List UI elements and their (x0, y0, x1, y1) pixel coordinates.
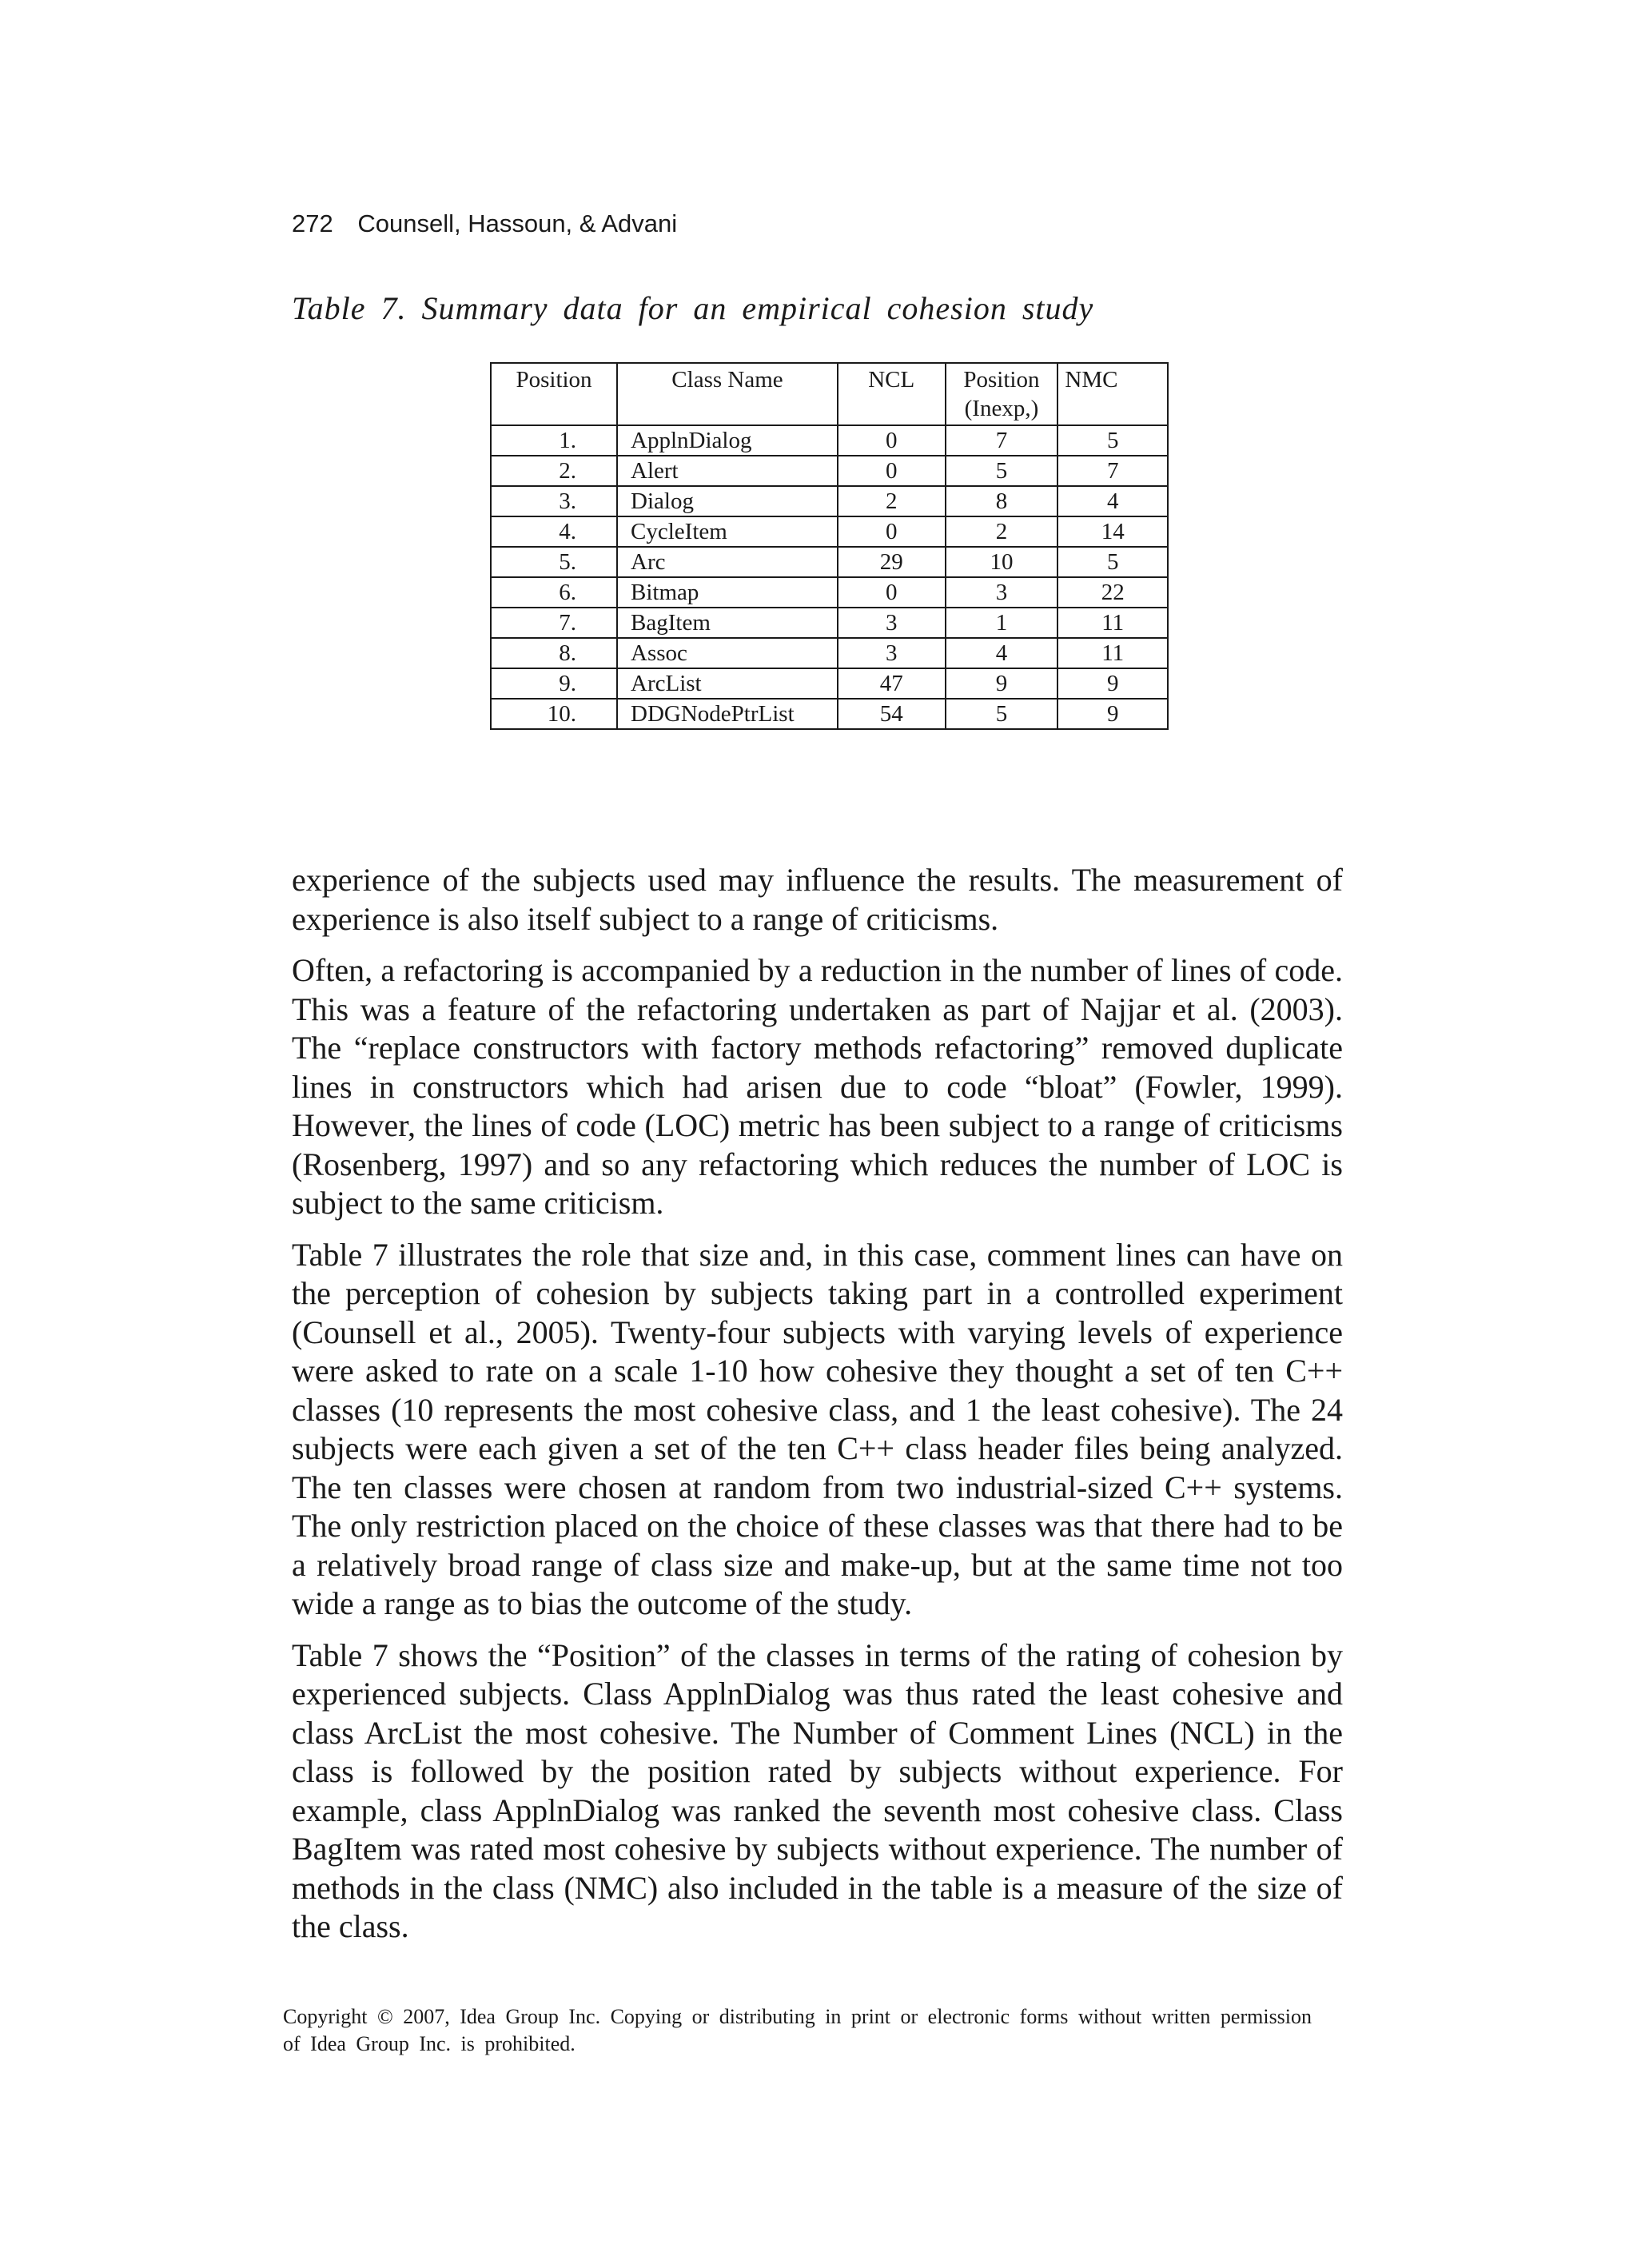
table-row (491, 577, 1168, 608)
cell-ncl: 3 (838, 638, 946, 668)
cell-nmc: 5 (1057, 547, 1168, 577)
cell-nmc: 22 (1057, 577, 1168, 608)
table-header-row (491, 363, 1168, 425)
cell-position-inexp: 1 (946, 608, 1058, 638)
cell-class-name: ArcList (617, 668, 838, 699)
table-row (491, 638, 1168, 668)
cell-position: 4. (491, 516, 617, 547)
table-caption: Table 7. Summary data for an empirical cohesion study (292, 290, 1094, 326)
cell-position-inexp: 5 (946, 456, 1058, 486)
cell-position: 3. (491, 486, 617, 516)
page-number: 272 (292, 209, 333, 237)
column-header-nmc: NMC (1057, 363, 1168, 425)
cell-position: 6. (491, 577, 617, 608)
cell-class-name: Dialog (617, 486, 838, 516)
body-text (292, 861, 1343, 1959)
paragraph: experience of the subjects used may influence the results. The measurement of experience is also itself subject to a range of criticisms. (292, 862, 1343, 937)
cell-position: 1. (491, 425, 617, 456)
cell-position-inexp: 10 (946, 547, 1058, 577)
cell-ncl: 2 (838, 486, 946, 516)
cell-class-name: Bitmap (617, 577, 838, 608)
cell-ncl: 47 (838, 668, 946, 699)
cell-ncl: 0 (838, 516, 946, 547)
cell-nmc: 11 (1057, 638, 1168, 668)
cell-ncl: 0 (838, 456, 946, 486)
cell-ncl: 29 (838, 547, 946, 577)
table-row (491, 668, 1168, 699)
cell-class-name: DDGNodePtrList (617, 699, 838, 729)
cell-class-name: Alert (617, 456, 838, 486)
cell-position: 10. (491, 699, 617, 729)
paragraph: Table 7 illustrates the role that size and, in this case, comment lines can have on the perception of cohesion by subjects taking part in a controlled experiment (Counsell et al., 2005). Twenty-four subjects with varying levels of experience were asked to rate on a scale 1-10 how cohesive they thought a set of ten C++ classes (10 represents the most cohesive class, and 1 the least cohesive). The 24 subjects were each given a set of the ten C++ class header files being analyzed. The ten classes were chosen at random from two industrial-sized C++ systems. The only restriction placed on the choice of these classes was that there had to be a relatively broad range of class size and make-up, but at the same time not too wide a range as to bias the outcome of the study. (292, 1236, 1343, 1621)
column-header-position-inexp: Position (Inexp,) (946, 363, 1058, 425)
cell-nmc: 7 (1057, 456, 1168, 486)
cell-position-inexp: 5 (946, 699, 1058, 729)
table-row (491, 486, 1168, 516)
cell-class-name: Arc (617, 547, 838, 577)
cell-position-inexp: 8 (946, 486, 1058, 516)
running-head-authors: Counsell, Hassoun, & Advani (357, 209, 678, 237)
cell-position: 8. (491, 638, 617, 668)
cell-position-inexp: 9 (946, 668, 1058, 699)
cell-position: 5. (491, 547, 617, 577)
table-row (491, 516, 1168, 547)
cell-ncl: 0 (838, 425, 946, 456)
paragraph: Table 7 shows the “Position” of the classes in terms of the rating of cohesion by experienced subjects. Class ApplnDialog was thus rated the least cohesive and class ArcList the most cohesive. The Number of Comment Lines (NCL) in the class is followed by the position rated by subjects without experience. For example, class ApplnDialog was ranked the seventh most cohesive class. Class BagItem was rated most cohesive by subjects without experience. The number of methods in the class (NMC) also included in the table is a measure of the size of the class. (292, 1636, 1343, 1944)
cell-nmc: 9 (1057, 699, 1168, 729)
table-row (491, 608, 1168, 638)
table-row (491, 456, 1168, 486)
cell-class-name: CycleItem (617, 516, 838, 547)
column-header-ncl: NCL (838, 363, 946, 425)
cell-class-name: BagItem (617, 608, 838, 638)
cell-position-inexp: 3 (946, 577, 1058, 608)
cell-position-inexp: 2 (946, 516, 1058, 547)
cell-position: 7. (491, 608, 617, 638)
running-head (292, 209, 677, 238)
table-row (491, 699, 1168, 729)
copyright-footer: Copyright © 2007, Idea Group Inc. Copying or distributing in print or electronic forms without written permission of Idea Group Inc. is prohibited. (283, 2005, 1312, 2055)
table-row (491, 547, 1168, 577)
column-header-class-name: Class Name (617, 363, 838, 425)
table-row (491, 425, 1168, 456)
cell-nmc: 5 (1057, 425, 1168, 456)
cell-class-name: ApplnDialog (617, 425, 838, 456)
cell-nmc: 14 (1057, 516, 1168, 547)
cell-ncl: 54 (838, 699, 946, 729)
cell-ncl: 3 (838, 608, 946, 638)
summary-table (490, 362, 1169, 730)
cell-position: 9. (491, 668, 617, 699)
cell-nmc: 4 (1057, 486, 1168, 516)
cell-class-name: Assoc (617, 638, 838, 668)
paragraph: Often, a refactoring is accompanied by a reduction in the number of lines of code. This was a feature of the refactoring undertaken as part of Najjar et al. (2003). The “replace constructors with factory methods refactoring” removed duplicate lines in constructors which had arisen due to code “bloat” (Fowler, 1999). However, the lines of code (LOC) metric has been subject to a range of criticisms (Rosenberg, 1997) and so any refactoring which reduces the number of LOC is subject to the same criticism. (292, 952, 1343, 1221)
cell-position-inexp: 7 (946, 425, 1058, 456)
cell-ncl: 0 (838, 577, 946, 608)
cell-position: 2. (491, 456, 617, 486)
cell-position-inexp: 4 (946, 638, 1058, 668)
cell-nmc: 11 (1057, 608, 1168, 638)
column-header-position: Position (491, 363, 617, 425)
cell-nmc: 9 (1057, 668, 1168, 699)
